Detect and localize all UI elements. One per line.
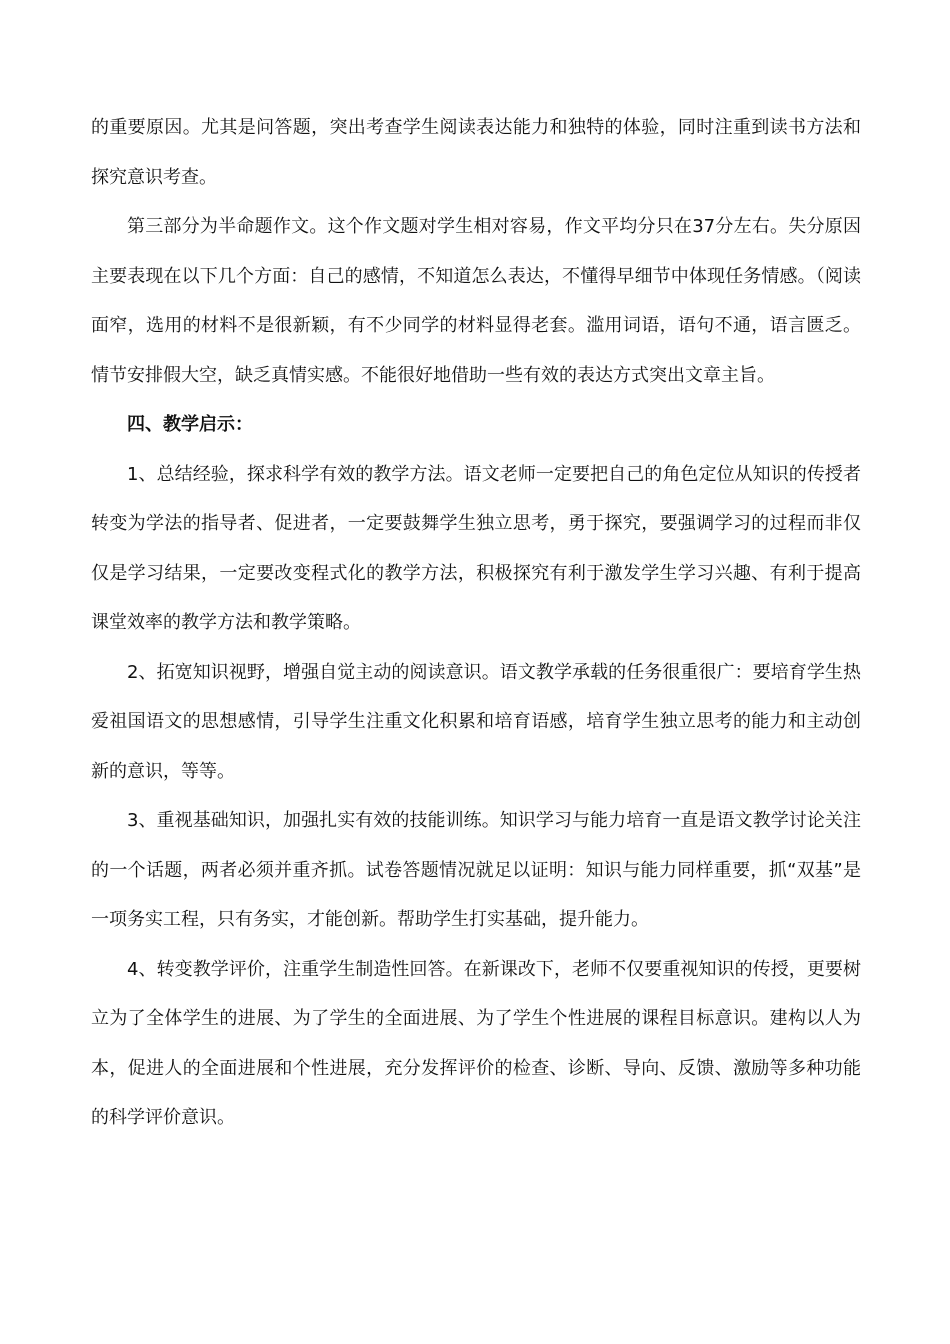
paragraph-insight-1: 1、总结经验，探求科学有效的教学方法。语文老师一定要把自己的角色定位从知识的传授者转变为学法的指导者、促进者，一定要鼓舞学生独立思考，勇于探究，要强调学习的过程而非仅仅是学习结果，一定要改变程式化的教学方法，积极探究有利于激发学生学习兴趣、有利于提高课堂效率的教学方法和教学策略。 [91,463,861,633]
section-heading-teaching-insights: 四、教学启示： [127,414,253,435]
document-body [91,103,861,1143]
paragraph-insight-3: 3、重视基础知识，加强扎实有效的技能训练。知识学习与能力培育一直是语文教学讨论关注的一个话题，两者必须并重齐抓。试卷答题情况就足以证明：知识与能力同样重要，抓“双基”是一项务实工程，只有务实，才能创新。帮助学生打实基础，提升能力。 [91,810,861,930]
paragraph-continuation: 的重要原因。尤其是问答题，突出考查学生阅读表达能力和独特的体验，同时注重到读书方法和探究意识考查。 [91,117,861,188]
paragraph-insight-4: 4、转变教学评价，注重学生制造性回答。在新课改下，老师不仅要重视知识的传授，更要树立为了全体学生的进展、为了学生的全面进展、为了学生个性进展的课程目标意识。建构以人为本，促进人的全面进展和个性进展，充分发挥评价的检查、诊断、导向、反馈、激励等多种功能的科学评价意识。 [91,958,861,1128]
paragraph-insight-2: 2、拓宽知识视野，增强自觉主动的阅读意识。语文教学承载的任务很重很广：要培育学生热爱祖国语文的思想感情，引导学生注重文化积累和培育语感，培育学生独立思考的能力和主动创新的意识，等等。 [91,661,861,782]
paragraph-composition-analysis: 第三部分为半命题作文。这个作文题对学生相对容易，作文平均分只在37分左右。失分原因主要表现在以下几个方面：自己的感情，不知道怎么表达，不懂得早细节中体现任务情感。（阅读面窄，选用的材料不是很新颖，有不少同学的材料显得老套。滥用词语，语句不通，语言匮乏。情节安排假大空，缺乏真情实感。不能很好地借助一些有效的表达方式突出文章主旨。 [91,216,861,386]
